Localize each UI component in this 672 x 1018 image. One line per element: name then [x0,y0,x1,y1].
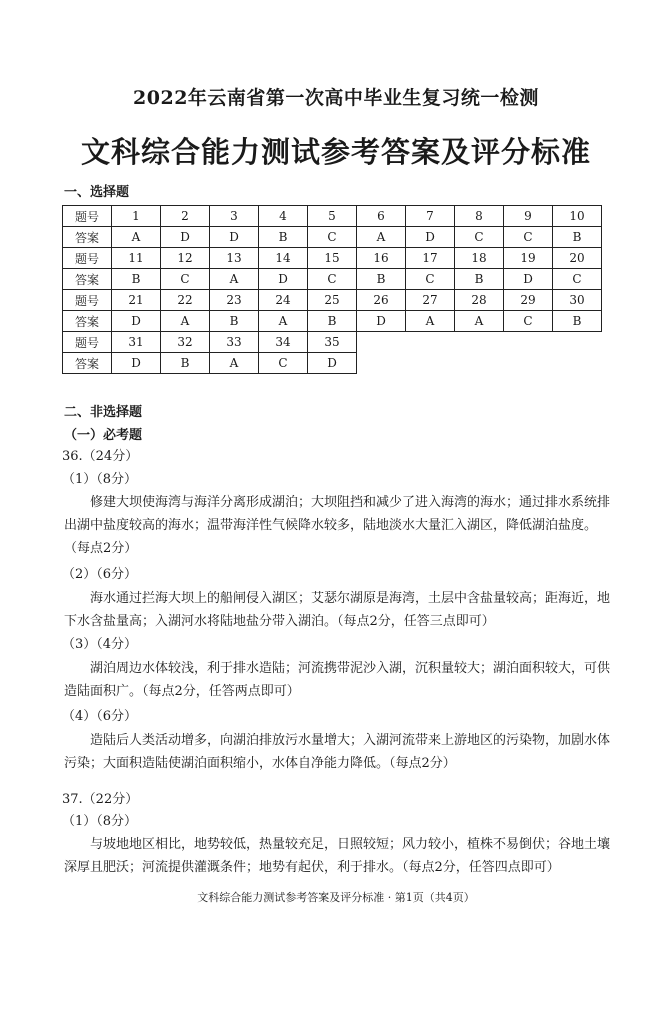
question-number: 11 [112,248,161,269]
question-36-part1-answer: 修建大坝使海湾与海洋分离形成湖泊；大坝阻挡和减少了进入海湾的海水；通过排水系统排出湖中盐度较高的海水；温带海洋性气候降水较多，陆地淡水大量汇入湖区，降低湖泊盐度。（每点2分） [64,495,611,556]
table-row [63,353,602,374]
question-number: 31 [112,332,161,353]
table-row [63,311,602,332]
answer-cell: B [112,269,161,290]
question-number: 26 [357,290,406,311]
question-number: 35 [308,332,357,353]
answer-cell: C [504,311,553,332]
question-number: 23 [210,290,259,311]
question-number: 10 [553,206,602,227]
question-number: 22 [161,290,210,311]
question-36-part4-answer: 造陆后人类活动增多，向湖泊排放污水量增大；入湖河流带来上游地区的污染物，加剧水体污染；大面积造陆使湖泊面积缩小，水体自净能力降低。（每点2分） [64,733,611,771]
question-number: 24 [259,290,308,311]
table-row [63,248,602,269]
answer-cell: C [455,227,504,248]
question-number: 34 [259,332,308,353]
answer-cell: B [161,353,210,374]
table-row [63,206,602,227]
question-number: 2 [161,206,210,227]
answer-cell: A [112,227,161,248]
answer-cell: C [504,227,553,248]
answer-cell: A [210,269,259,290]
question-number: 16 [357,248,406,269]
table-row [63,290,602,311]
subsection-heading-required: （一）必考题 [64,428,143,443]
answer-cell: B [455,269,504,290]
answer-cell: C [259,353,308,374]
answer-cell: D [161,227,210,248]
answer-cell: C [308,269,357,290]
document-title: 文科综合能力测试参考答案及评分标准 [80,135,591,169]
question-number: 21 [112,290,161,311]
blank-cell [357,332,602,353]
answer-cell: D [259,269,308,290]
table-row [63,269,602,290]
section-heading-choice: 一、选择题 [64,185,130,200]
answer-cell: B [553,227,602,248]
answer-cell: A [259,311,308,332]
question-number: 4 [259,206,308,227]
question-number: 29 [504,290,553,311]
question-number: 3 [210,206,259,227]
question-number: 7 [406,206,455,227]
question-number: 27 [406,290,455,311]
section-heading-nonchoice: 二、非选择题 [64,405,143,420]
question-number: 28 [455,290,504,311]
answer-cell: D [112,311,161,332]
answer-table [62,205,602,374]
question-number: 14 [259,248,308,269]
question-number: 18 [455,248,504,269]
row-label: 答案 [63,269,112,290]
question-36-part3-label: （3）（4分） [62,637,138,652]
question-36-label: 36.（24分） [62,449,139,464]
answer-cell: D [112,353,161,374]
answer-cell: A [210,353,259,374]
answer-cell: B [357,269,406,290]
question-number: 12 [161,248,210,269]
row-label: 答案 [63,311,112,332]
answer-cell: D [308,353,357,374]
question-number: 15 [308,248,357,269]
table-row [63,332,602,353]
question-number: 30 [553,290,602,311]
exam-title: 2022年云南省第一次高中毕业生复习统一检测 [133,87,539,109]
question-number: 1 [112,206,161,227]
blank-cell [357,353,602,374]
question-36-part3-answer: 湖泊周边水体较浅，利于排水造陆；河流携带泥沙入湖，沉积量较大；湖泊面积较大，可供造陆面积广。（每点2分，任答两点即可） [64,661,611,699]
question-36-part1-label: （1）（8分） [62,472,138,487]
question-number: 5 [308,206,357,227]
answer-cell: A [357,227,406,248]
answer-cell: B [308,311,357,332]
answer-cell: A [455,311,504,332]
row-label: 题号 [63,248,112,269]
answer-cell: C [553,269,602,290]
question-number: 6 [357,206,406,227]
answer-cell: D [357,311,406,332]
row-label: 题号 [63,332,112,353]
question-number: 25 [308,290,357,311]
question-number: 20 [553,248,602,269]
question-37-label: 37.（22分） [62,792,139,807]
question-37-part1-answer: 与坡地地区相比，地势较低，热量较充足，日照较短；风力较小，植株不易倒伏；谷地土壤深厚且肥沃；河流提供灌溉条件；地势有起伏，利于排水。（每点2分，任答四点即可） [64,837,611,875]
answer-cell: A [406,311,455,332]
page-footer: 文科综合能力测试参考答案及评分标准 · 第1页（共4页） [197,891,475,904]
question-37-part1-label: （1）（8分） [62,814,138,829]
answer-cell: C [308,227,357,248]
question-number: 13 [210,248,259,269]
row-label: 答案 [63,227,112,248]
question-number: 19 [504,248,553,269]
row-label: 答案 [63,353,112,374]
question-36-part4-label: （4）（6分） [62,709,138,724]
question-number: 33 [210,332,259,353]
question-number: 32 [161,332,210,353]
answer-cell: B [210,311,259,332]
answer-cell: A [161,311,210,332]
row-label: 题号 [63,290,112,311]
question-36-part2-answer: 海水通过拦海大坝上的船闸侵入湖区；艾瑟尔湖原是海湾，土层中含盐量较高；距海近，地下水含盐量高；入湖河水将陆地盐分带入湖泊。（每点2分，任答三点即可） [64,591,611,629]
answer-cell: B [553,311,602,332]
answer-cell: C [161,269,210,290]
question-number: 17 [406,248,455,269]
question-number: 9 [504,206,553,227]
question-36-part2-label: （2）（6分） [62,567,138,582]
answer-cell: C [406,269,455,290]
answer-cell: B [259,227,308,248]
question-number: 8 [455,206,504,227]
answer-cell: D [210,227,259,248]
answer-cell: D [504,269,553,290]
row-label: 题号 [63,206,112,227]
table-row [63,227,602,248]
answer-cell: D [406,227,455,248]
